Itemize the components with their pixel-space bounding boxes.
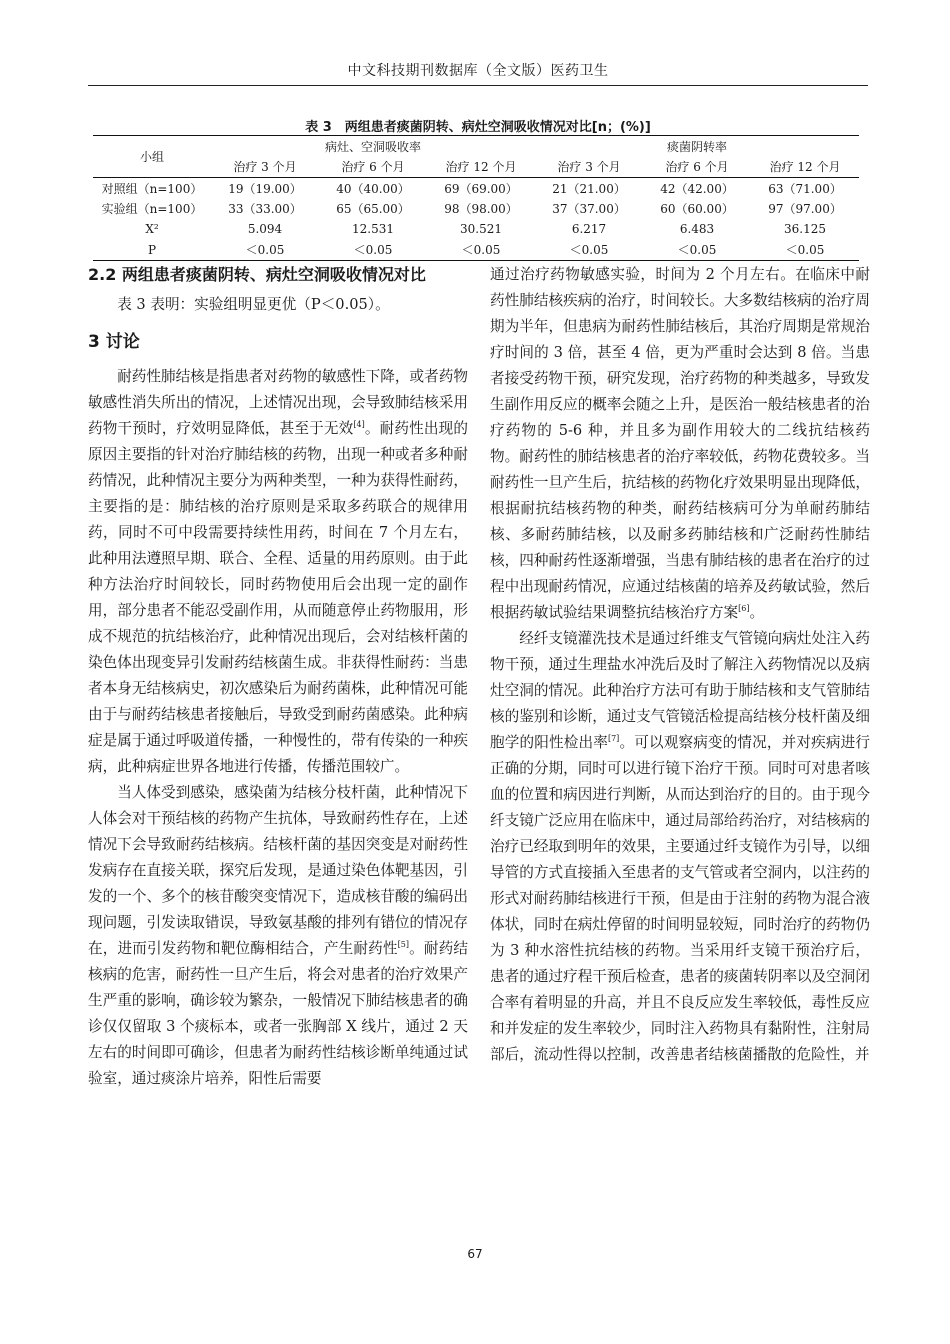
table-row <box>93 178 859 199</box>
row-label: 实验组（n=100） <box>101 202 203 217</box>
table-cell: ＜0.05 <box>427 240 535 261</box>
time-header: 治疗 6 个月 <box>319 157 427 178</box>
table-row <box>93 240 859 261</box>
table-cell: 30.521 <box>460 222 502 237</box>
table-cell: 6.217 <box>571 222 607 237</box>
table-cell: ＜0.05 <box>751 240 859 261</box>
citation: [7] <box>607 734 620 743</box>
time-header: 治疗 3 个月 <box>211 157 319 178</box>
paragraph-text: 当人体受到感染，感染菌为结核分枝杆菌，此种情况下人体会对干预结核的药物产生抗体，导致耐药性存在，上述情况下会导致耐药结核病。结核杆菌的基因突变是对耐药性发病存在直接关联，探究后发现，是通过染色体靶基因，引发的一个、多个的核苷酸突变情况下，造成核苷酸的编码出现问题，引发读取错误，导致氨基酸的排列有错位的情况存在，进而引发药物和靶位酶相结合，产生耐药性 <box>88 784 468 957</box>
paragraph-text: 通过治疗药物敏感实验，时间为 2 个月左右。在临床中耐药性肺结核疾病的治疗，时间较长。大多数结核病的治疗周期为半年，但患病为耐药性肺结核后，其治疗周期是常规治疗时间的 3 倍，甚至 4 倍，更为严重时会达到 8 倍。当患者接受药物干预，研究发现，治疗药物的种类越多，导致发生副作用反应的概率会随之上升，是医治一般结核患者的治疗药物的 5-6 种，并且多为副作用较大的二线抗结核药物。耐药性的肺结核患者的治疗率较低，药物花费较多。当耐药性一旦产生后，抗结核的药物化疗效果明显出现降低，根据耐抗结核药物的种类，耐药结核病可分为单耐药肺结核、多耐药肺结核，以及耐多药肺结核和广泛耐药性肺结核，四种耐药性逐渐增强，当患有肺结核的患者在治疗的过程中出现耐药情况，应通过结核菌的培养及药敏试验，然后根据药敏试验结果调整抗结核治疗方案 <box>490 266 870 621</box>
paragraph-text: 耐药性肺结核是指患者对药物的敏感性下降，或者药物敏感性消失所出的情况，上述情况出现，会导致肺结核采用药物干预时，疗效明显降低，甚至于无效 <box>88 368 468 437</box>
table-row <box>93 219 859 240</box>
time-header: 治疗 3 个月 <box>535 157 643 178</box>
citation: [6] <box>738 604 750 613</box>
time-header: 治疗 12 个月 <box>751 157 859 178</box>
paragraph <box>490 262 870 626</box>
paragraph-text: 经纤支镜灌洗技术是通过纤维支气管镜向病灶处注入药物干预，通过生理盐水冲洗后及时了解注入药物情况以及病灶空洞的情况。此种治疗方法可有助于肺结核和支气管肺结核的鉴别和诊断，通过支气管镜活检提高结核分枝杆菌及细胞学的阳性检出率 <box>490 630 870 751</box>
table-cell: ＜0.05 <box>319 240 427 261</box>
paragraph <box>88 364 468 780</box>
row-label: P <box>93 240 211 261</box>
paragraph-text: 。 <box>749 604 765 621</box>
row-label: X² <box>145 222 159 237</box>
citation: [5] <box>397 940 409 949</box>
table-cell: 36.125 <box>784 222 827 237</box>
table-row <box>93 199 859 220</box>
results-table <box>93 135 859 261</box>
paragraph <box>490 626 870 1068</box>
header-rule <box>88 85 868 86</box>
table-cell: 97（97.00） <box>768 202 842 217</box>
table-cell: 21（21.00） <box>552 181 626 196</box>
row-label: 对照组（n=100） <box>101 181 203 196</box>
table-cell: ＜0.05 <box>643 240 751 261</box>
paragraph-text: 。耐药性出现的原因主要指的针对治疗肺结核的药物，出现一种或者多种耐药情况，此种情况主要分为两种类型，一种为获得性耐药，主要指的是：肺结核的治疗原则是采取多药联合的规律用药，同时不可中段需要持续性用药，时间在 7 个月左右，此种用法遵照早期、联合、全程、适量的用药原则。由于此种方法治疗时间较长，同时药物使用后会出现一定的副作用，部分患者不能忍受副作用，从而随意停止药物服用，形成不规范的抗结核治疗，此种情况出现后，会对结核杆菌的染色体出现变异引发耐药结核菌生成。非获得性耐药：当患者本身无结核病史，初次感染后为耐药菌株，此种情况可能由于与耐药结核患者接触后，导致受到耐药菌感染。此种病症是属于通过呼吸道传播，一种慢性的，带有传染的一种疾病，此种病症世界各地进行传播，传播范围较广。 <box>88 420 468 775</box>
citation: [4] <box>353 420 365 429</box>
section-3-heading: 3 讨论 <box>88 332 140 352</box>
table-cell: 37（37.00） <box>552 202 626 217</box>
table-cell: 33（33.00） <box>228 202 302 217</box>
journal-header: 中文科技期刊数据库（全文版）医药卫生 <box>347 63 609 79</box>
table-cell: 60（60.00） <box>660 202 734 217</box>
table-cell: 19（19.00） <box>228 181 302 196</box>
right-column <box>490 262 870 1068</box>
group-header: 小组 <box>93 136 211 178</box>
time-header: 治疗 12 个月 <box>427 157 535 178</box>
table-cell: ＜0.05 <box>211 240 319 261</box>
time-header: 治疗 6 个月 <box>643 157 751 178</box>
paragraph <box>88 780 468 1092</box>
table-cell: 12.531 <box>352 222 394 237</box>
paragraph-text: 。可以观察病变的情况，并对疾病进行正确的分期，同时可以进行镜下治疗干预。同时可对患者咳血的位置和病因进行判断，从而达到治疗的目的。由于现今纤支镜广泛应用在临床中，通过局部给药治疗，对结核病的治疗已经取到明年的效果，主要通过纤支镜作为引导，以细导管的方式直接插入至患者的支气管或者空洞内，以注药的形式对耐药肺结核进行干预，但是由于注射的药物为混合液体状，同时在病灶停留的时间明显较短，同时治疗的药物仍为 3 种水溶性抗结核的药物。当采用纤支镜干预治疗后，患者的通过疗程干预后检查，患者的痰菌转阴率以及空洞闭合率有着明显的升高，并且不良反应发生率较低，毒性反应和并发症的发生率较少，同时注入药物具有黏附性，注射局部后，流动性得以控制，改善患者结核菌播散的危险性，并 <box>490 734 870 1063</box>
table-cell: 98（98.00） <box>444 202 518 217</box>
section-2-2-heading: 2.2 两组患者痰菌阴转、病灶空洞吸收情况对比 <box>88 265 426 284</box>
lesion-header: 病灶、空洞吸收率 <box>211 136 535 157</box>
paragraph-text: 。耐药结核病的危害，耐药性一旦产生后，将会对患者的治疗效果产生严重的影响，确诊较为繁杂，一般情况下肺结核患者的确诊仅仅留取 3 个痰标本，或者一张胸部 X 线片，通过 2 天左右的时间即可确诊，但患者为耐药性结核诊断单纯通过试验室，通过痰涂片培养，阳性后需要 <box>88 940 468 1087</box>
table-cell: 65（65.00） <box>336 202 410 217</box>
table-cell: 5.094 <box>247 222 283 237</box>
section-2-2-text: 表 3 表明：实验组明显更优（P＜0.05）。 <box>117 296 390 313</box>
table-cell: 63（71.00） <box>768 181 842 196</box>
table-cell: 40（40.00） <box>336 181 410 196</box>
table-caption: 表 3 两组患者痰菌阴转、病灶空洞吸收情况对比[n；(%)] <box>305 120 651 135</box>
table-cell: 42（42.00） <box>660 181 734 196</box>
table-cell: 69（69.00） <box>444 181 518 196</box>
table-cell: 6.483 <box>679 222 715 237</box>
sputum-header: 痰菌阴转率 <box>535 136 859 157</box>
table-header-row-1 <box>93 136 859 157</box>
table-cell: ＜0.05 <box>535 240 643 261</box>
left-column <box>88 262 468 1092</box>
page-number: 67 <box>467 1247 483 1261</box>
